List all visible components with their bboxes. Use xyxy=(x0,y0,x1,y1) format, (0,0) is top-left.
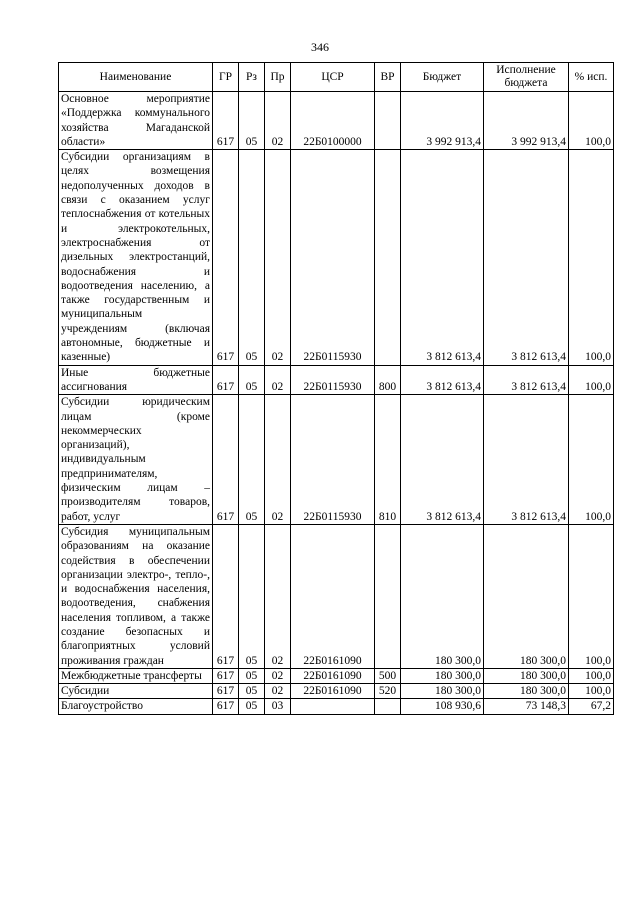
row-percent: 100,0 xyxy=(569,150,614,365)
header-csr: ЦСР xyxy=(291,63,375,92)
row-csr: 22Б0161090 xyxy=(291,524,375,668)
header-pr: Пр xyxy=(265,63,291,92)
row-pr: 03 xyxy=(265,699,291,714)
row-budget: 180 300,0 xyxy=(401,524,484,668)
table-row xyxy=(59,699,614,714)
row-csr: 22Б0115930 xyxy=(291,395,375,525)
row-gr: 617 xyxy=(213,395,239,525)
table-row xyxy=(59,668,614,683)
header-budget: Бюджет xyxy=(401,63,484,92)
row-rz: 05 xyxy=(239,684,265,699)
row-gr: 617 xyxy=(213,365,239,395)
row-gr: 617 xyxy=(213,668,239,683)
header-percent: % исп. xyxy=(569,63,614,92)
row-csr xyxy=(291,699,375,714)
row-vr: 810 xyxy=(375,395,401,525)
row-pr: 02 xyxy=(265,684,291,699)
row-rz: 05 xyxy=(239,150,265,365)
row-name: Субсидии юридическим лицам (кроме некоммерческих организаций), индивидуальным предпринимателям, физическим лицам – производителям товаров, работ, услуг xyxy=(59,395,213,525)
row-csr: 22Б0115930 xyxy=(291,150,375,365)
header-gr: ГР xyxy=(213,63,239,92)
header-name: Наименование xyxy=(59,63,213,92)
row-gr: 617 xyxy=(213,524,239,668)
row-pr: 02 xyxy=(265,668,291,683)
row-rz: 05 xyxy=(239,365,265,395)
row-execution: 3 812 613,4 xyxy=(484,365,569,395)
row-percent: 67,2 xyxy=(569,699,614,714)
row-vr xyxy=(375,92,401,150)
row-name: Межбюджетные трансферты xyxy=(59,668,213,683)
row-execution: 3 812 613,4 xyxy=(484,395,569,525)
row-pr: 02 xyxy=(265,92,291,150)
row-percent: 100,0 xyxy=(569,524,614,668)
row-percent: 100,0 xyxy=(569,92,614,150)
row-budget: 3 992 913,4 xyxy=(401,92,484,150)
page-number: 346 xyxy=(311,40,329,54)
row-csr: 22Б0161090 xyxy=(291,684,375,699)
row-rz: 05 xyxy=(239,699,265,714)
row-pr: 02 xyxy=(265,365,291,395)
row-execution: 3 992 913,4 xyxy=(484,92,569,150)
row-rz: 05 xyxy=(239,92,265,150)
table-row xyxy=(59,524,614,668)
row-name: Иные бюджетные ассигнования xyxy=(59,365,213,395)
row-execution: 180 300,0 xyxy=(484,668,569,683)
row-csr: 22Б0115930 xyxy=(291,365,375,395)
row-name: Субсидии xyxy=(59,684,213,699)
row-vr: 520 xyxy=(375,684,401,699)
table-row xyxy=(59,365,614,395)
row-budget: 3 812 613,4 xyxy=(401,395,484,525)
row-budget: 3 812 613,4 xyxy=(401,365,484,395)
row-vr: 500 xyxy=(375,668,401,683)
row-pr: 02 xyxy=(265,150,291,365)
row-name: Благоустройство xyxy=(59,699,213,714)
row-gr: 617 xyxy=(213,684,239,699)
table-row xyxy=(59,395,614,525)
row-rz: 05 xyxy=(239,524,265,668)
table-row xyxy=(59,150,614,365)
row-pr: 02 xyxy=(265,395,291,525)
row-percent: 100,0 xyxy=(569,365,614,395)
row-budget: 3 812 613,4 xyxy=(401,150,484,365)
row-name: Основное мероприятие «Поддержка коммунального хозяйства Магаданской области» xyxy=(59,92,213,150)
table-header-row xyxy=(59,63,614,92)
row-csr: 22Б0161090 xyxy=(291,668,375,683)
table-row xyxy=(59,92,614,150)
row-execution: 3 812 613,4 xyxy=(484,150,569,365)
row-percent: 100,0 xyxy=(569,668,614,683)
row-csr: 22Б0100000 xyxy=(291,92,375,150)
row-vr xyxy=(375,150,401,365)
row-execution: 180 300,0 xyxy=(484,524,569,668)
row-vr: 800 xyxy=(375,365,401,395)
row-name: Субсидии организациям в целях возмещения недополученных доходов в связи с оказанием услуг теплоснабжения от котельных и электрокотельных, электроснабжения от дизельных электростанций, водоснабжения и водоотведения населению, а также государственным и муниципальным учреждениям (включая автономные, бюджетные и казенные) xyxy=(59,150,213,365)
header-execution: Исполнение бюджета xyxy=(484,63,569,92)
row-name: Субсидия муниципальным образованиям на оказание содействия в обеспечении организации электро-, тепло-, и водоснабжения населения, водоотведения, снабжения населения топливом, а также создание безопасных и благоприятных условий проживания граждан xyxy=(59,524,213,668)
row-execution: 73 148,3 xyxy=(484,699,569,714)
row-percent: 100,0 xyxy=(569,395,614,525)
row-rz: 05 xyxy=(239,668,265,683)
table-row xyxy=(59,684,614,699)
row-budget: 180 300,0 xyxy=(401,684,484,699)
row-rz: 05 xyxy=(239,395,265,525)
row-execution: 180 300,0 xyxy=(484,684,569,699)
row-budget: 180 300,0 xyxy=(401,668,484,683)
row-gr: 617 xyxy=(213,92,239,150)
row-pr: 02 xyxy=(265,524,291,668)
budget-table xyxy=(58,62,614,715)
row-vr xyxy=(375,524,401,668)
row-gr: 617 xyxy=(213,699,239,714)
row-percent: 100,0 xyxy=(569,684,614,699)
row-gr: 617 xyxy=(213,150,239,365)
row-vr xyxy=(375,699,401,714)
row-budget: 108 930,6 xyxy=(401,699,484,714)
header-rz: Рз xyxy=(239,63,265,92)
header-vr: ВР xyxy=(375,63,401,92)
